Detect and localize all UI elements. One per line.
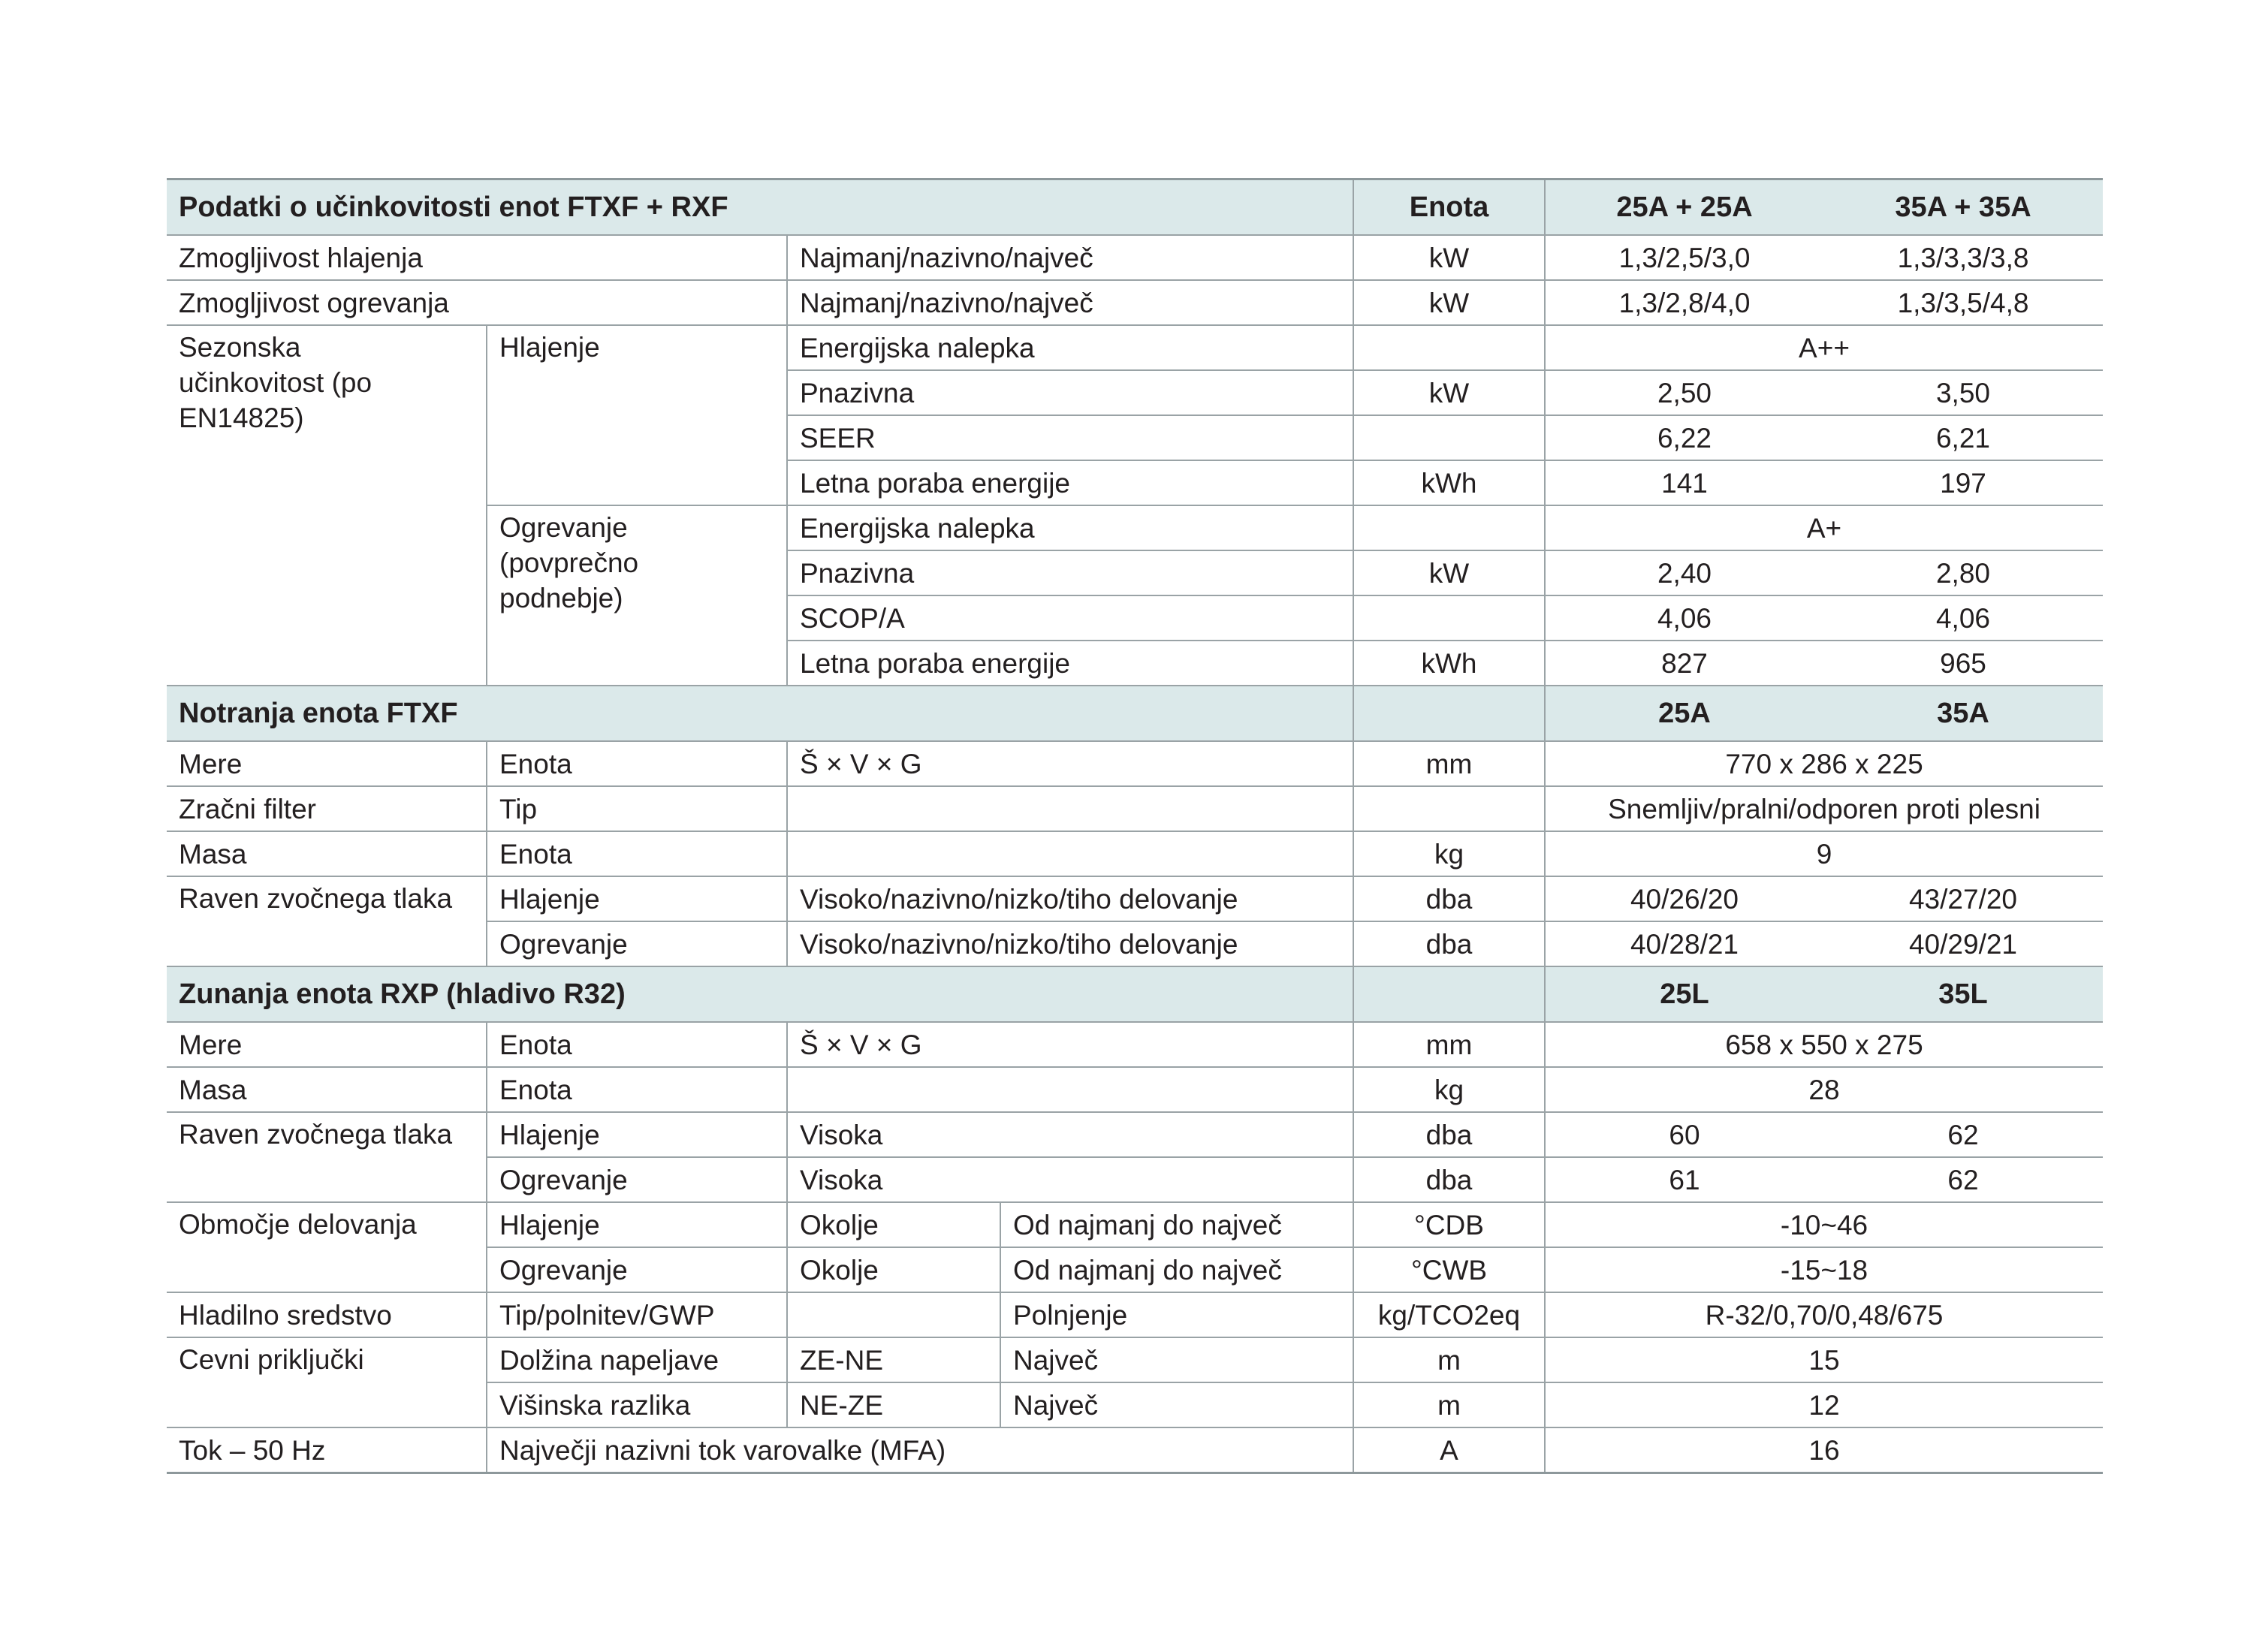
row-sub: Višinska razlika (487, 1382, 787, 1427)
model-a-header: 25A + 25A (1545, 179, 1823, 236)
table-header-row-indoor (167, 686, 2103, 741)
row-value-b: 197 (1823, 460, 2103, 505)
row-detail: Visoka (787, 1112, 1353, 1157)
row-sub: Ogrevanje (487, 1157, 787, 1202)
row-label: Raven zvočnega tlaka (167, 876, 487, 966)
row-unit (1353, 786, 1545, 831)
row-label: Območje delovanja (167, 1202, 487, 1292)
row-value: 15 (1545, 1337, 2103, 1382)
row-value-b: 40/29/21 (1823, 921, 2103, 966)
row-unit: kWh (1353, 460, 1545, 505)
row-detail: SCOP/A (787, 595, 1353, 641)
seasonal-efficiency-label: Sezonska učinkovitost (po EN14825) (167, 325, 487, 686)
row-sub: Hlajenje (487, 1112, 787, 1157)
row-detail: Okolje (787, 1202, 1000, 1247)
row-sub: Enota (487, 831, 787, 876)
row-detail (787, 1292, 1000, 1337)
row-unit: dba (1353, 1157, 1545, 1202)
table-row (167, 1112, 2103, 1157)
row-detail: Visoko/nazivno/nizko/tiho delovanje (787, 876, 1353, 921)
table-row (167, 325, 2103, 370)
row-unit: mm (1353, 1022, 1545, 1067)
row-sub: Največji nazivni tok varovalke (MFA) (487, 1427, 1353, 1473)
indoor-section-title: Notranja enota FTXF (167, 686, 1353, 741)
table-header-row-outdoor (167, 966, 2103, 1022)
row-detail: Pnazivna (787, 550, 1353, 595)
row-unit (1353, 325, 1545, 370)
row-label: Zračni filter (167, 786, 487, 831)
row-detail: Najmanj/nazivno/največ (787, 235, 1353, 280)
row-value-b: 1,3/3,3/3,8 (1823, 235, 2103, 280)
row-value-a: 1,3/2,8/4,0 (1545, 280, 1823, 325)
row-unit: kW (1353, 280, 1545, 325)
model-b-header: 35A + 35A (1823, 179, 2103, 236)
table-row (167, 1067, 2103, 1112)
table-row (167, 1337, 2103, 1382)
table-row (167, 235, 2103, 280)
row-detail: ZE-NE (787, 1337, 1000, 1382)
row-unit: °CWB (1353, 1247, 1545, 1292)
performance-section-title: Podatki o učinkovitosti enot FTXF + RXF (167, 179, 1353, 236)
row-value: 16 (1545, 1427, 2103, 1473)
row-detail: Letna poraba energije (787, 460, 1353, 505)
row-label: Masa (167, 831, 487, 876)
table-row (167, 741, 2103, 786)
row-detail: Š × V × G (787, 741, 1353, 786)
row-sub: Tip/polnitev/GWP (487, 1292, 787, 1337)
row-value: Snemljiv/pralni/odporen proti plesni (1545, 786, 2103, 831)
model-a-header: 25A (1545, 686, 1823, 741)
row-value: R-32/0,70/0,48/675 (1545, 1292, 2103, 1337)
model-b-header: 35L (1823, 966, 2103, 1022)
row-value-a: 2,50 (1545, 370, 1823, 415)
row-sub: Dolžina napeljave (487, 1337, 787, 1382)
row-detail: Pnazivna (787, 370, 1353, 415)
row-label: Tok – 50 Hz (167, 1427, 487, 1473)
row-value-b: 965 (1823, 641, 2103, 686)
row-sub: Hlajenje (487, 876, 787, 921)
row-value: -10~46 (1545, 1202, 2103, 1247)
row-label: Raven zvočnega tlaka (167, 1112, 487, 1202)
seasonal-cooling-label: Hlajenje (487, 325, 787, 505)
row-label: Mere (167, 741, 487, 786)
unit-column-header: Enota (1353, 179, 1545, 236)
row-detail: Energijska nalepka (787, 505, 1353, 550)
row-detail: Visoka (787, 1157, 1353, 1202)
row-detail: Okolje (787, 1247, 1000, 1292)
row-value-a: 61 (1545, 1157, 1823, 1202)
row-detail: Letna poraba energije (787, 641, 1353, 686)
row-unit (1353, 505, 1545, 550)
row-unit: dba (1353, 1112, 1545, 1157)
row-label: Hladilno sredstvo (167, 1292, 487, 1337)
row-detail-2: Največ (1000, 1382, 1353, 1427)
row-value: 770 x 286 x 225 (1545, 741, 2103, 786)
row-sub: Enota (487, 741, 787, 786)
table-row (167, 1022, 2103, 1067)
row-detail-2: Od najmanj do največ (1000, 1247, 1353, 1292)
row-sub: Ogrevanje (487, 1247, 787, 1292)
energy-label-value: A++ (1545, 325, 2103, 370)
row-unit: m (1353, 1382, 1545, 1427)
row-value-b: 4,06 (1823, 595, 2103, 641)
row-value-a: 40/26/20 (1545, 876, 1823, 921)
row-value: 12 (1545, 1382, 2103, 1427)
row-value-a: 40/28/21 (1545, 921, 1823, 966)
table-row (167, 1427, 2103, 1473)
table-row (167, 876, 2103, 921)
row-value-b: 3,50 (1823, 370, 2103, 415)
row-value-a: 60 (1545, 1112, 1823, 1157)
table-row (167, 280, 2103, 325)
row-value-a: 6,22 (1545, 415, 1823, 460)
outdoor-section-title: Zunanja enota RXP (hladivo R32) (167, 966, 1353, 1022)
table-header-row-performance (167, 179, 2103, 236)
row-unit: A (1353, 1427, 1545, 1473)
row-unit: mm (1353, 741, 1545, 786)
row-detail (787, 1067, 1353, 1112)
energy-label-value: A+ (1545, 505, 2103, 550)
row-value-b: 62 (1823, 1112, 2103, 1157)
row-value-a: 4,06 (1545, 595, 1823, 641)
row-unit: dba (1353, 876, 1545, 921)
row-unit: kWh (1353, 641, 1545, 686)
table-row (167, 831, 2103, 876)
model-a-header: 25L (1545, 966, 1823, 1022)
row-label: Masa (167, 1067, 487, 1112)
row-label: Mere (167, 1022, 487, 1067)
row-sub: Enota (487, 1022, 787, 1067)
unit-column-header (1353, 686, 1545, 741)
specifications-table (167, 178, 2103, 1474)
row-detail: Energijska nalepka (787, 325, 1353, 370)
row-sub: Enota (487, 1067, 787, 1112)
row-sub: Ogrevanje (487, 921, 787, 966)
row-detail: Najmanj/nazivno/največ (787, 280, 1353, 325)
row-unit: kW (1353, 550, 1545, 595)
row-detail (787, 786, 1353, 831)
seasonal-heating-label: Ogrevanje (povprečno podnebje) (487, 505, 787, 686)
row-detail (787, 831, 1353, 876)
row-value-a: 1,3/2,5/3,0 (1545, 235, 1823, 280)
model-b-header: 35A (1823, 686, 2103, 741)
row-detail-2: Polnjenje (1000, 1292, 1353, 1337)
row-value-b: 6,21 (1823, 415, 2103, 460)
row-value: 658 x 550 x 275 (1545, 1022, 2103, 1067)
row-detail-2: Od najmanj do največ (1000, 1202, 1353, 1247)
row-value: 9 (1545, 831, 2103, 876)
row-value-a: 2,40 (1545, 550, 1823, 595)
row-label: Cevni priključki (167, 1337, 487, 1427)
row-unit (1353, 595, 1545, 641)
row-label: Zmogljivost hlajenja (167, 235, 787, 280)
row-value: 28 (1545, 1067, 2103, 1112)
row-value-a: 827 (1545, 641, 1823, 686)
row-detail: NE-ZE (787, 1382, 1000, 1427)
table-row (167, 1202, 2103, 1247)
row-unit (1353, 415, 1545, 460)
row-unit: kW (1353, 370, 1545, 415)
row-value-b: 2,80 (1823, 550, 2103, 595)
row-value-b: 62 (1823, 1157, 2103, 1202)
table-row (167, 786, 2103, 831)
row-sub: Tip (487, 786, 787, 831)
row-sub: Hlajenje (487, 1202, 787, 1247)
row-value-b: 1,3/3,5/4,8 (1823, 280, 2103, 325)
row-label: Zmogljivost ogrevanja (167, 280, 787, 325)
unit-column-header (1353, 966, 1545, 1022)
row-unit: dba (1353, 921, 1545, 966)
row-unit: kW (1353, 235, 1545, 280)
row-value: -15~18 (1545, 1247, 2103, 1292)
table-row (167, 1292, 2103, 1337)
row-unit: kg/TCO2eq (1353, 1292, 1545, 1337)
row-detail: SEER (787, 415, 1353, 460)
row-value-b: 43/27/20 (1823, 876, 2103, 921)
row-detail-2: Največ (1000, 1337, 1353, 1382)
row-unit: kg (1353, 1067, 1545, 1112)
row-detail: Visoko/nazivno/nizko/tiho delovanje (787, 921, 1353, 966)
row-detail: Š × V × G (787, 1022, 1353, 1067)
row-value-a: 141 (1545, 460, 1823, 505)
row-unit: °CDB (1353, 1202, 1545, 1247)
row-unit: kg (1353, 831, 1545, 876)
row-unit: m (1353, 1337, 1545, 1382)
